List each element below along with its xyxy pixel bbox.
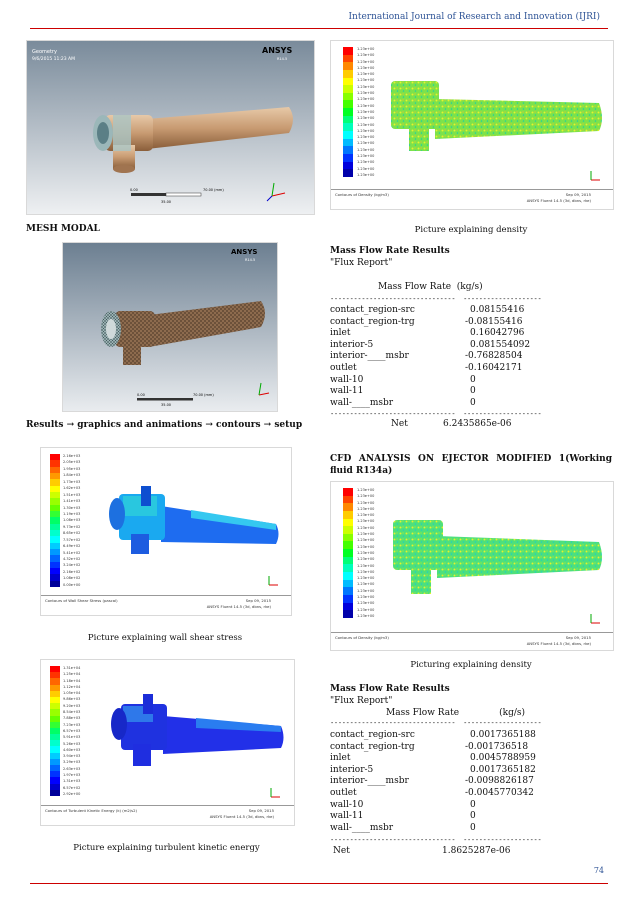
separator-1b: -------------------------------- --------------------	[330, 410, 542, 418]
axis-triad-icon	[589, 610, 601, 629]
mesh-geometry-image	[27, 41, 314, 214]
legend-label: 1.23e+00	[357, 576, 375, 581]
tke-footer-solver: ANSYS Fluent 14.5 (3d, dbns, rke)	[209, 814, 274, 819]
table-row	[330, 742, 610, 754]
zone-name: interior-5	[330, 339, 374, 350]
density1-footer-date: Sep 09, 2015	[565, 192, 591, 197]
legend-label: 1.23e+00	[357, 47, 375, 51]
zone-name: contact_region-trg	[330, 316, 415, 327]
legend-label: 1.25e+04	[63, 672, 81, 677]
zone-name: contact_region-trg	[330, 741, 415, 752]
table-row	[330, 800, 610, 812]
net-value-2: 1.8625287e-06	[442, 846, 511, 856]
footer-rule	[30, 883, 608, 884]
cfd-heading: CFD ANALYSIS ON EJECTOR MODIFIED 1(Working fluid R134a)	[330, 454, 612, 476]
legend-label: 6.49e+02	[63, 544, 81, 549]
legend-label: 1.08e+03	[63, 518, 81, 523]
zone-name: wall-11	[330, 386, 364, 397]
zone-name: inlet	[330, 753, 351, 764]
legend-label: 1.23e+00	[357, 607, 375, 612]
flux-table-1	[330, 305, 610, 409]
zone-name: inlet	[330, 328, 351, 339]
legend-label: 3.24e+02	[63, 563, 81, 568]
zone-name: wall-10	[330, 374, 364, 385]
legend-label: 1.23e+00	[357, 59, 375, 64]
legend-label: 1.23e+00	[357, 525, 375, 530]
legend-label: 1.41e+03	[63, 499, 81, 504]
flux-report-2: "Flux Report"	[330, 696, 393, 706]
mfr-title-2: Mass Flow Rate Results	[330, 684, 450, 694]
color-legend	[50, 454, 60, 587]
zone-name: wall-____msbr	[330, 822, 394, 833]
flow-value: 0	[470, 799, 476, 810]
legend-label: 1.23e+00	[357, 53, 375, 58]
ansys-version-2: R14.5	[245, 258, 256, 262]
flow-value: 0	[470, 811, 476, 822]
flux-table-2	[330, 730, 610, 834]
net-label-2: Net	[333, 846, 350, 856]
legend-label: 1.23e+00	[357, 569, 375, 574]
flow-value: 0.0017365188	[470, 730, 536, 740]
shear-footer-date: Sep 09, 2015	[245, 598, 271, 603]
legend-label: 9.86e+03	[63, 697, 81, 702]
density2-footer-date: Sep 09, 2015	[565, 635, 591, 640]
legend-label: 8.65e+02	[63, 531, 81, 536]
legend-label: 1.23e+00	[357, 97, 375, 102]
tke-contour	[101, 684, 286, 784]
table-row	[330, 375, 610, 387]
density2-footer-title: Contours of Density (kg/m3)	[335, 635, 389, 640]
zone-name: outlet	[330, 362, 357, 373]
table-row	[330, 351, 610, 363]
legend-label: 1.23e+00	[357, 116, 375, 121]
separator-2b: -------------------------------- --------------------	[330, 836, 542, 844]
legend-label: 9.73e+02	[63, 524, 81, 529]
legend-label: 7.23e+03	[63, 722, 81, 727]
tke-caption: Picture explaining turbulent kinetic energy	[73, 843, 260, 853]
table-row	[330, 788, 610, 800]
legend-label: 2.16e+02	[63, 569, 81, 574]
mesh-figure-2	[62, 242, 278, 412]
legend-label: 1.31e+03	[63, 779, 81, 784]
legend-label: 1.18e+04	[63, 678, 81, 683]
table-row	[330, 340, 610, 352]
density-figure-2	[330, 481, 614, 651]
zone-name: wall-____msbr	[330, 397, 394, 408]
table-row	[330, 776, 610, 788]
legend-label: 2.16e+03	[63, 454, 81, 458]
wall-shear-figure	[40, 447, 292, 616]
legend-label: 3.94e+03	[63, 754, 81, 759]
zone-name: outlet	[330, 787, 357, 798]
table-row	[330, 753, 610, 765]
axis-triad-icon	[589, 167, 601, 186]
table-row	[330, 328, 610, 340]
mesh-figure	[26, 40, 315, 215]
legend-label: 4.32e+02	[63, 557, 81, 561]
flow-value: -0.16042171	[465, 362, 523, 373]
net-value-1: 6.2435865e-06	[443, 419, 512, 429]
legend-label: 1.30e+03	[63, 505, 81, 510]
tke-footer-title: Contours of Turbulent Kinetic Energy (k) (m2/s2)	[45, 808, 137, 813]
legend-label: 1.23e+00	[357, 78, 375, 83]
legend-label: 2.63e+03	[63, 766, 81, 771]
flow-value: 0	[470, 386, 476, 397]
zone-name: interior-____msbr	[330, 351, 409, 362]
flow-value: 0.16042796	[470, 328, 525, 339]
legend-label: 1.23e+00	[357, 550, 375, 555]
legend-label: 1.23e+00	[357, 601, 375, 606]
legend-label: 1.23e+00	[357, 557, 375, 562]
mesh-caption: MESH MODAL	[26, 224, 100, 234]
legend-label: 7.88e+03	[63, 716, 81, 721]
table-row	[330, 398, 610, 410]
net-label-1: Net	[391, 419, 408, 429]
legend-label: 1.23e+00	[357, 166, 375, 171]
mfr-header-2: Mass Flow Rate (kg/s)	[386, 708, 526, 718]
legend-label: 1.08e+02	[63, 576, 81, 581]
table-row	[330, 363, 610, 375]
legend-label: 1.23e+00	[357, 588, 375, 593]
density2-footer-solver: ANSYS Fluent 14.5 (3d, dbns, rke)	[526, 641, 591, 646]
zone-name: contact_region-src	[330, 305, 415, 315]
legend-label: 1.23e+00	[357, 128, 375, 133]
table-row	[330, 765, 610, 777]
legend-label: 1.23e+00	[357, 519, 375, 524]
legend-label: 0.00e+00	[63, 582, 81, 587]
legend-label: 1.23e+00	[357, 172, 375, 177]
legend-label: 4.60e+03	[63, 747, 81, 752]
journal-title: International Journal of Research and Innovation (IJRI)	[348, 12, 600, 22]
legend-label: 3.29e+03	[63, 760, 81, 765]
legend-label: 1.51e+03	[63, 492, 81, 497]
legend-label: 1.12e+04	[63, 684, 81, 689]
legend-label: 8.54e+03	[63, 710, 81, 715]
mesh-date: 9/6/2015 11:23 AM	[32, 57, 76, 62]
legend-label: 1.23e+00	[357, 595, 375, 600]
density-contour-2	[387, 508, 607, 613]
flow-value: 0	[470, 374, 476, 385]
legend-label: 1.05e+04	[63, 691, 81, 696]
legend-label: 1.23e+00	[357, 122, 375, 127]
shear-footer-solver: ANSYS Fluent 14.5 (3d, dbns, rke)	[206, 604, 271, 609]
legend-label: 1.23e+00	[357, 500, 375, 505]
zone-name: contact_region-src	[330, 730, 415, 740]
separator-2a: -------------------------------- --------------------	[330, 719, 542, 727]
scale-left: 0.00	[130, 188, 138, 192]
legend-label: 6.57e+03	[63, 728, 81, 733]
legend-label: 1.31e+04	[63, 666, 81, 670]
legend-label: 5.26e+03	[63, 741, 81, 746]
legend-labels	[63, 666, 93, 796]
legend-label: 1.23e+00	[357, 65, 375, 70]
scale-mid: 35.00	[161, 200, 172, 204]
scale-mid-2: 35.00	[161, 403, 172, 407]
legend-label: 1.23e+00	[357, 613, 375, 618]
zone-name: interior-5	[330, 764, 374, 775]
color-legend	[343, 488, 353, 618]
wall-shear-contour	[101, 478, 281, 568]
legend-label: 1.23e+00	[357, 147, 375, 152]
legend-label: 1.23e+00	[357, 135, 375, 140]
table-row	[330, 811, 610, 823]
legend-label: 1.23e+00	[357, 141, 375, 146]
legend-label: 5.91e+03	[63, 735, 81, 740]
legend-label: 1.97e+03	[63, 773, 81, 778]
mfr-title-1: Mass Flow Rate Results	[330, 246, 450, 256]
legend-label: 1.23e+00	[357, 488, 375, 492]
flow-value: 0	[470, 397, 476, 408]
legend-label: 1.19e+03	[63, 511, 81, 516]
ansys-logo-2: ANSYS	[231, 248, 258, 256]
separator-1a: -------------------------------- --------------------	[330, 295, 542, 303]
shear-footer-title: Contours of Wall Shear Stress (pascal)	[45, 598, 118, 603]
density-caption-2: Picturing explaining density	[410, 660, 532, 670]
legend-label: 7.57e+02	[63, 537, 81, 542]
table-row	[330, 317, 610, 329]
flow-value: -0.76828504	[465, 351, 523, 362]
legend-label: 2.92e+00	[63, 791, 81, 796]
mfr-header-1: Mass Flow Rate (kg/s)	[378, 282, 483, 292]
density-contour-1	[387, 69, 607, 169]
flow-value: 0.08155416	[470, 305, 525, 315]
scale-left-2: 0.00	[137, 393, 145, 397]
legend-label: 1.23e+00	[357, 513, 375, 518]
legend-label: 1.23e+00	[357, 494, 375, 499]
legend-label: 6.57e+02	[63, 785, 81, 790]
flow-value: 0.0045788959	[470, 753, 536, 764]
table-row	[330, 386, 610, 398]
legend-label: 9.20e+03	[63, 703, 81, 708]
ansys-logo: ANSYS	[262, 46, 293, 55]
legend-label: 5.41e+02	[63, 550, 81, 555]
legend-label: 1.23e+00	[357, 538, 375, 543]
legend-label: 1.23e+00	[357, 84, 375, 89]
table-row	[330, 305, 610, 317]
flow-value: -0.0045770342	[465, 787, 534, 798]
legend-label: 1.95e+03	[63, 466, 81, 471]
flow-value: 0.081554092	[470, 339, 531, 350]
legend-label: 1.23e+00	[357, 109, 375, 114]
zone-name: wall-11	[330, 811, 364, 822]
color-legend	[343, 47, 353, 177]
axis-triad-icon	[267, 572, 277, 582]
density1-footer-solver: ANSYS Fluent 14.5 (3d, dbns, rke)	[526, 198, 591, 203]
legend-label: 1.23e+00	[357, 160, 375, 165]
legend-label: 1.23e+00	[357, 544, 375, 549]
table-row	[330, 823, 610, 835]
zone-name: wall-10	[330, 799, 364, 810]
legend-label: 1.62e+03	[63, 486, 81, 491]
tke-footer-date: Sep 09, 2015	[248, 808, 274, 813]
density-figure-1	[330, 40, 614, 210]
legend-label: 1.23e+00	[357, 563, 375, 568]
flow-value: 0.0017365182	[470, 764, 536, 775]
flow-value: -0.08155416	[465, 316, 523, 327]
legend-label: 1.23e+00	[357, 506, 375, 511]
ansys-version: R14.5	[277, 57, 288, 61]
flux-report-1: "Flux Report"	[330, 258, 393, 268]
legend-labels	[357, 488, 387, 618]
legend-label: 1.23e+00	[357, 532, 375, 537]
flow-value: -0.0098826187	[465, 776, 534, 787]
legend-label: 1.23e+00	[357, 72, 375, 77]
results-caption: Results → graphics and animations → contours → setup	[26, 420, 303, 430]
flow-value: 0	[470, 822, 476, 833]
legend-label: 1.23e+00	[357, 91, 375, 96]
legend-label: 1.73e+03	[63, 479, 81, 484]
legend-label: 1.84e+03	[63, 473, 81, 478]
mesh-grid-image	[63, 243, 277, 411]
axis-triad-icon	[269, 784, 281, 803]
legend-labels	[357, 47, 387, 177]
legend-label: 2.05e+03	[63, 460, 81, 465]
tke-figure	[40, 659, 295, 826]
header-rule	[30, 28, 608, 29]
scale-right-2: 70.00 (mm)	[193, 393, 214, 397]
page-number: 74	[593, 866, 604, 875]
flow-value: -0.001736518	[465, 741, 529, 752]
legend-label: 1.23e+00	[357, 582, 375, 587]
wall-shear-caption: Picture explaining wall shear stress	[87, 633, 243, 643]
legend-label: 1.23e+00	[357, 103, 375, 108]
mesh-title: Geometry	[32, 49, 57, 55]
zone-name: interior-____msbr	[330, 776, 409, 787]
table-row	[330, 730, 610, 742]
density-caption-1: Picture explaining density	[414, 225, 528, 235]
legend-labels	[63, 454, 93, 587]
color-legend	[50, 666, 60, 796]
scale-right: 70.00 (mm)	[203, 188, 224, 192]
density1-footer-title: Contours of Density (kg/m3)	[335, 192, 389, 197]
legend-label: 1.23e+00	[357, 154, 375, 159]
